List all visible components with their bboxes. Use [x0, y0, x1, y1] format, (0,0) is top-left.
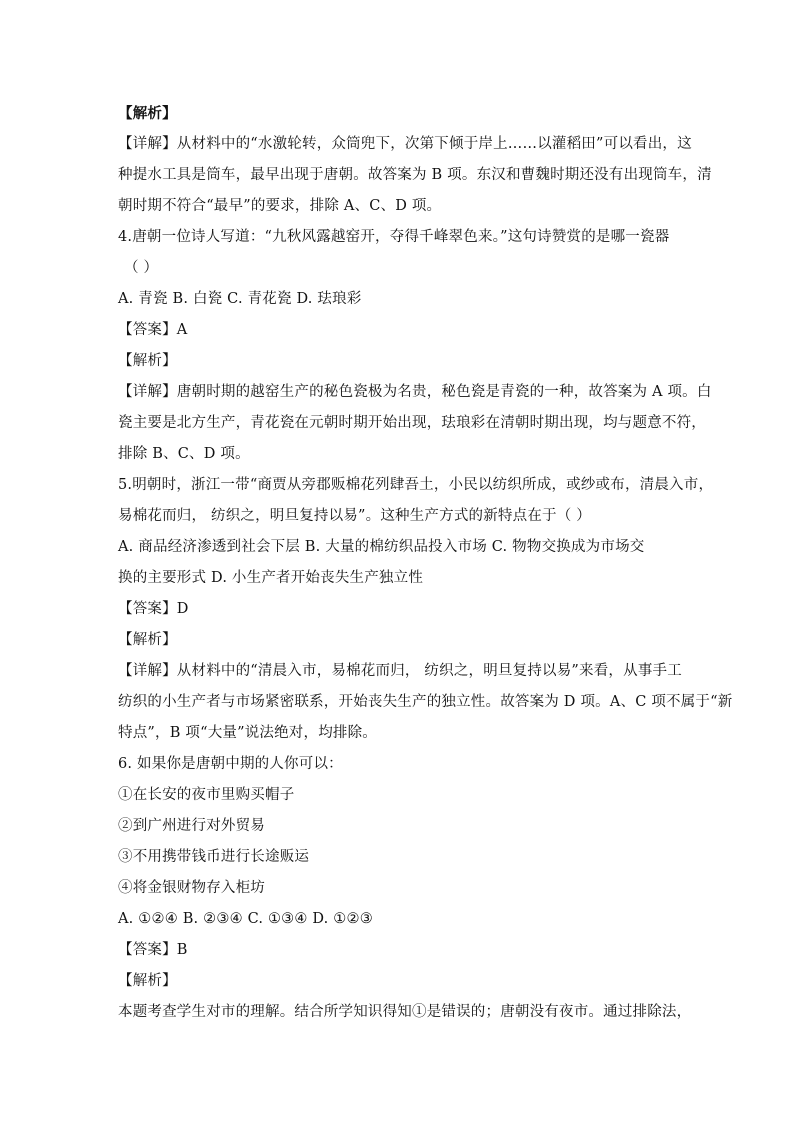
analysis-paragraph-line: 本题考查学生对市的理解。结合所学知识得知①是错误的；唐朝没有夜市。通过排除法，: [118, 1004, 692, 1020]
detail-paragraph-line: 朝时期不符合“最早”的要求，排除 A、C、D 项。: [118, 198, 442, 214]
analysis-heading: 【解析】: [118, 105, 177, 122]
question-6-statement: ④将金银财物存入柜坊: [118, 880, 265, 896]
question-6-statement: ①在长安的夜市里购买帽子: [118, 787, 295, 803]
question-5-stem: 5.明朝时，浙江一带“商贾从旁郡贩棉花列肆吾土，小民以纺织所成，或纱或布，清晨入市，: [118, 477, 714, 493]
analysis-heading: 【解析】: [118, 973, 177, 989]
question-4-stem: 4.唐朝一位诗人写道：“九秋风露越窑开，夺得千峰翠色来。”这句诗赞赏的是哪一瓷器: [118, 229, 670, 245]
question-6-options: A. ①②④ B. ②③④ C. ①③④ D. ①②③: [118, 911, 373, 927]
detail-paragraph-line: 【详解】唐朝时期的越窑生产的秘色瓷极为名贵，秘色瓷是青瓷的一种，故答案为 A 项。白: [118, 384, 712, 400]
question-4-blank: （ ）: [124, 260, 159, 276]
detail-paragraph-line: 种提水工具是筒车，最早出现于唐朝。故答案为 B 项。东汉和曹魏时期还没有出现筒车，清: [118, 167, 712, 183]
question-4-options: A. 青瓷 B. 白瓷 C. 青花瓷 D. 珐琅彩: [118, 291, 362, 307]
question-6-stem: 6. 如果你是唐朝中期的人你可以：: [118, 756, 343, 772]
question-5-options: 换的主要形式 D. 小生产者开始丧失生产独立性: [118, 570, 424, 586]
detail-paragraph-line: 【详解】从材料中的“水激轮转，众筒兜下，次第下倾于岸上……以灌稻田”可以看出，这: [118, 136, 692, 152]
question-5-stem: 易棉花而归， 纺织之，明旦复持以易”。这种生产方式的新特点在于（ ）: [118, 508, 591, 524]
detail-paragraph-line: 排除 B、C、D 项。: [118, 446, 250, 462]
question-6-statement: ③不用携带钱币进行长途贩运: [118, 849, 310, 865]
analysis-heading: 【解析】: [118, 353, 177, 369]
question-6-statement: ②到广州进行对外贸易: [118, 818, 265, 834]
answer-label: 【答案】A: [118, 322, 188, 338]
detail-paragraph-line: 特点”，B 项“大量”说法绝对，均排除。: [118, 725, 378, 741]
answer-label: 【答案】D: [118, 601, 189, 617]
detail-paragraph-line: 纺织的小生产者与市场紧密联系，开始丧失生产的独立性。故答案为 D 项。A、C 项不属于“新: [118, 694, 733, 710]
detail-paragraph-line: 【详解】从材料中的“清晨入市，易棉花而归， 纺织之，明旦复持以易”来看，从事手工: [118, 663, 682, 679]
analysis-heading: 【解析】: [118, 632, 177, 648]
detail-paragraph-line: 瓷主要是北方生产，青花瓷在元朝时期开始出现，珐琅彩在清朝时期出现，均与题意不符，: [118, 415, 706, 431]
question-5-options: A. 商品经济渗透到社会下层 B. 大量的棉纺织品投入市场 C. 物物交换成为市场交: [118, 539, 645, 555]
answer-label: 【答案】B: [118, 942, 188, 958]
document-page: [118, 98, 733, 1028]
